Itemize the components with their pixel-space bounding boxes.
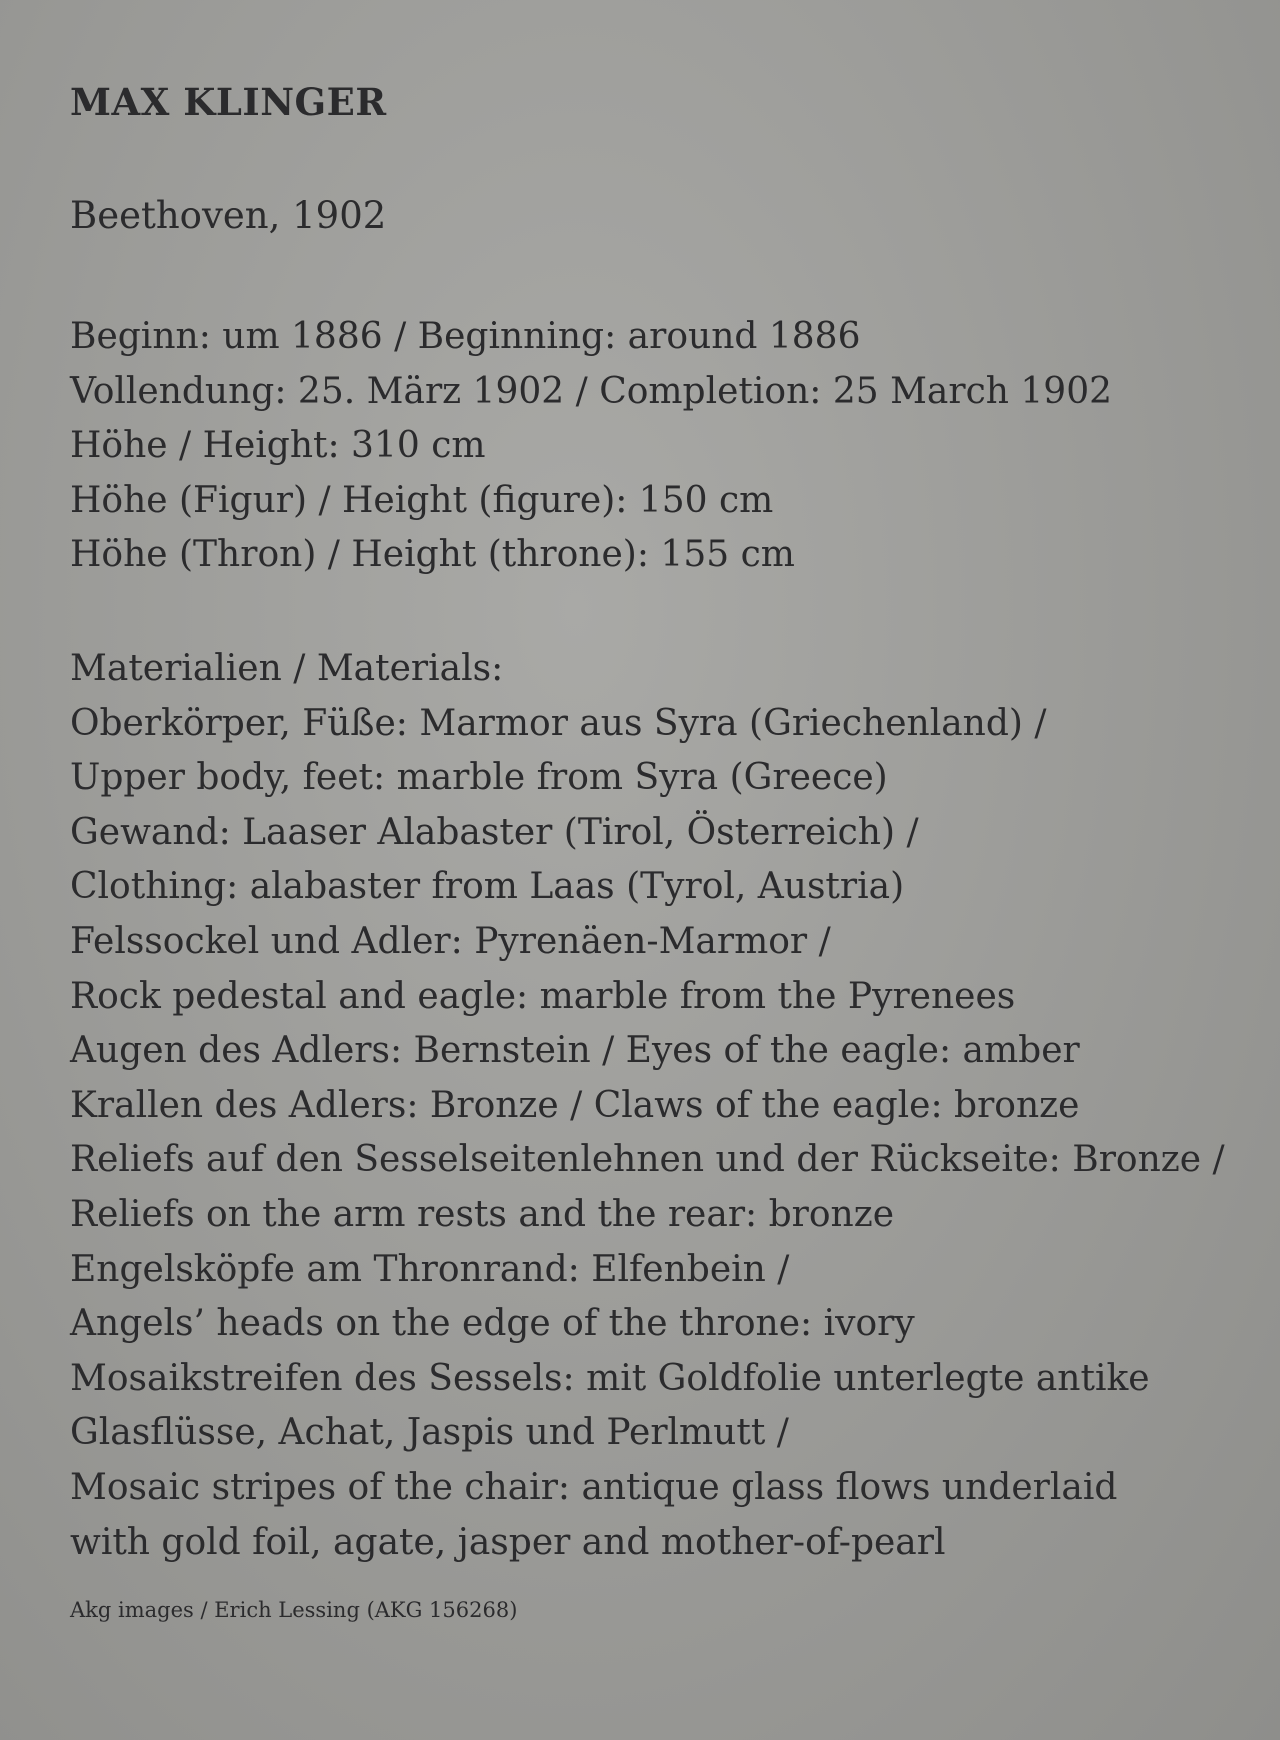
material-line: Mosaikstreifen des Sessels: mit Goldfolie unterlegte antike <box>70 1357 1150 1399</box>
material-line: Angels’ heads on the edge of the throne: ivory <box>70 1303 915 1345</box>
materials-list <box>70 642 1225 1570</box>
material-line: Gewand: Laaser Alabaster (Tirol, Österreich) / <box>70 811 919 853</box>
material-line: Upper body, feet: marble from Syra (Greece) <box>70 757 888 799</box>
fact-height-figure: Höhe (Figur) / Height (figure): 150 cm <box>70 479 774 521</box>
material-line: Mosaic stripes of the chair: antique glass flows underlaid <box>70 1466 1118 1508</box>
material-line: Engelsköpfe am Thronrand: Elfenbein / <box>70 1248 790 1290</box>
material-line: Felssockel und Adler: Pyrenäen-Marmor / <box>70 920 831 962</box>
material-line: Oberkörper, Füße: Marmor aus Syra (Griechenland) / <box>70 702 1047 744</box>
artist-name: MAX KLINGER <box>70 80 387 124</box>
material-line: Reliefs auf den Sesselseitenlehnen und der Rückseite: Bronze / <box>70 1139 1225 1181</box>
material-line: Augen des Adlers: Bernstein / Eyes of the eagle: amber <box>70 1030 1080 1072</box>
photo-credit: Akg images / Erich Lessing (AKG 156268) <box>70 1598 518 1622</box>
material-line: Clothing: alabaster from Laas (Tyrol, Austria) <box>70 866 905 908</box>
fact-height: Höhe / Height: 310 cm <box>70 425 486 466</box>
material-line: Glasflüsse, Achat, Jaspis und Perlmutt / <box>70 1412 789 1454</box>
material-line: with gold foil, agate, jasper and mother-of-pearl <box>70 1521 946 1563</box>
fact-completion: Vollendung: 25. März 1902 / Completion: 25 March 1902 <box>70 370 1113 412</box>
fact-beginning: Beginn: um 1886 / Beginning: around 1886 <box>70 316 861 357</box>
artwork-title: Beethoven, 1902 <box>70 194 387 237</box>
material-line: Krallen des Adlers: Bronze / Claws of the eagle: bronze <box>70 1084 1080 1126</box>
material-line: Rock pedestal and eagle: marble from the Pyrenees <box>70 975 1016 1017</box>
materials-heading: Materialien / Materials: <box>70 648 504 689</box>
artwork-facts-list <box>70 310 1112 583</box>
material-line: Reliefs on the arm rests and the rear: bronze <box>70 1193 894 1235</box>
fact-height-throne: Höhe (Thron) / Height (throne): 155 cm <box>70 534 795 575</box>
